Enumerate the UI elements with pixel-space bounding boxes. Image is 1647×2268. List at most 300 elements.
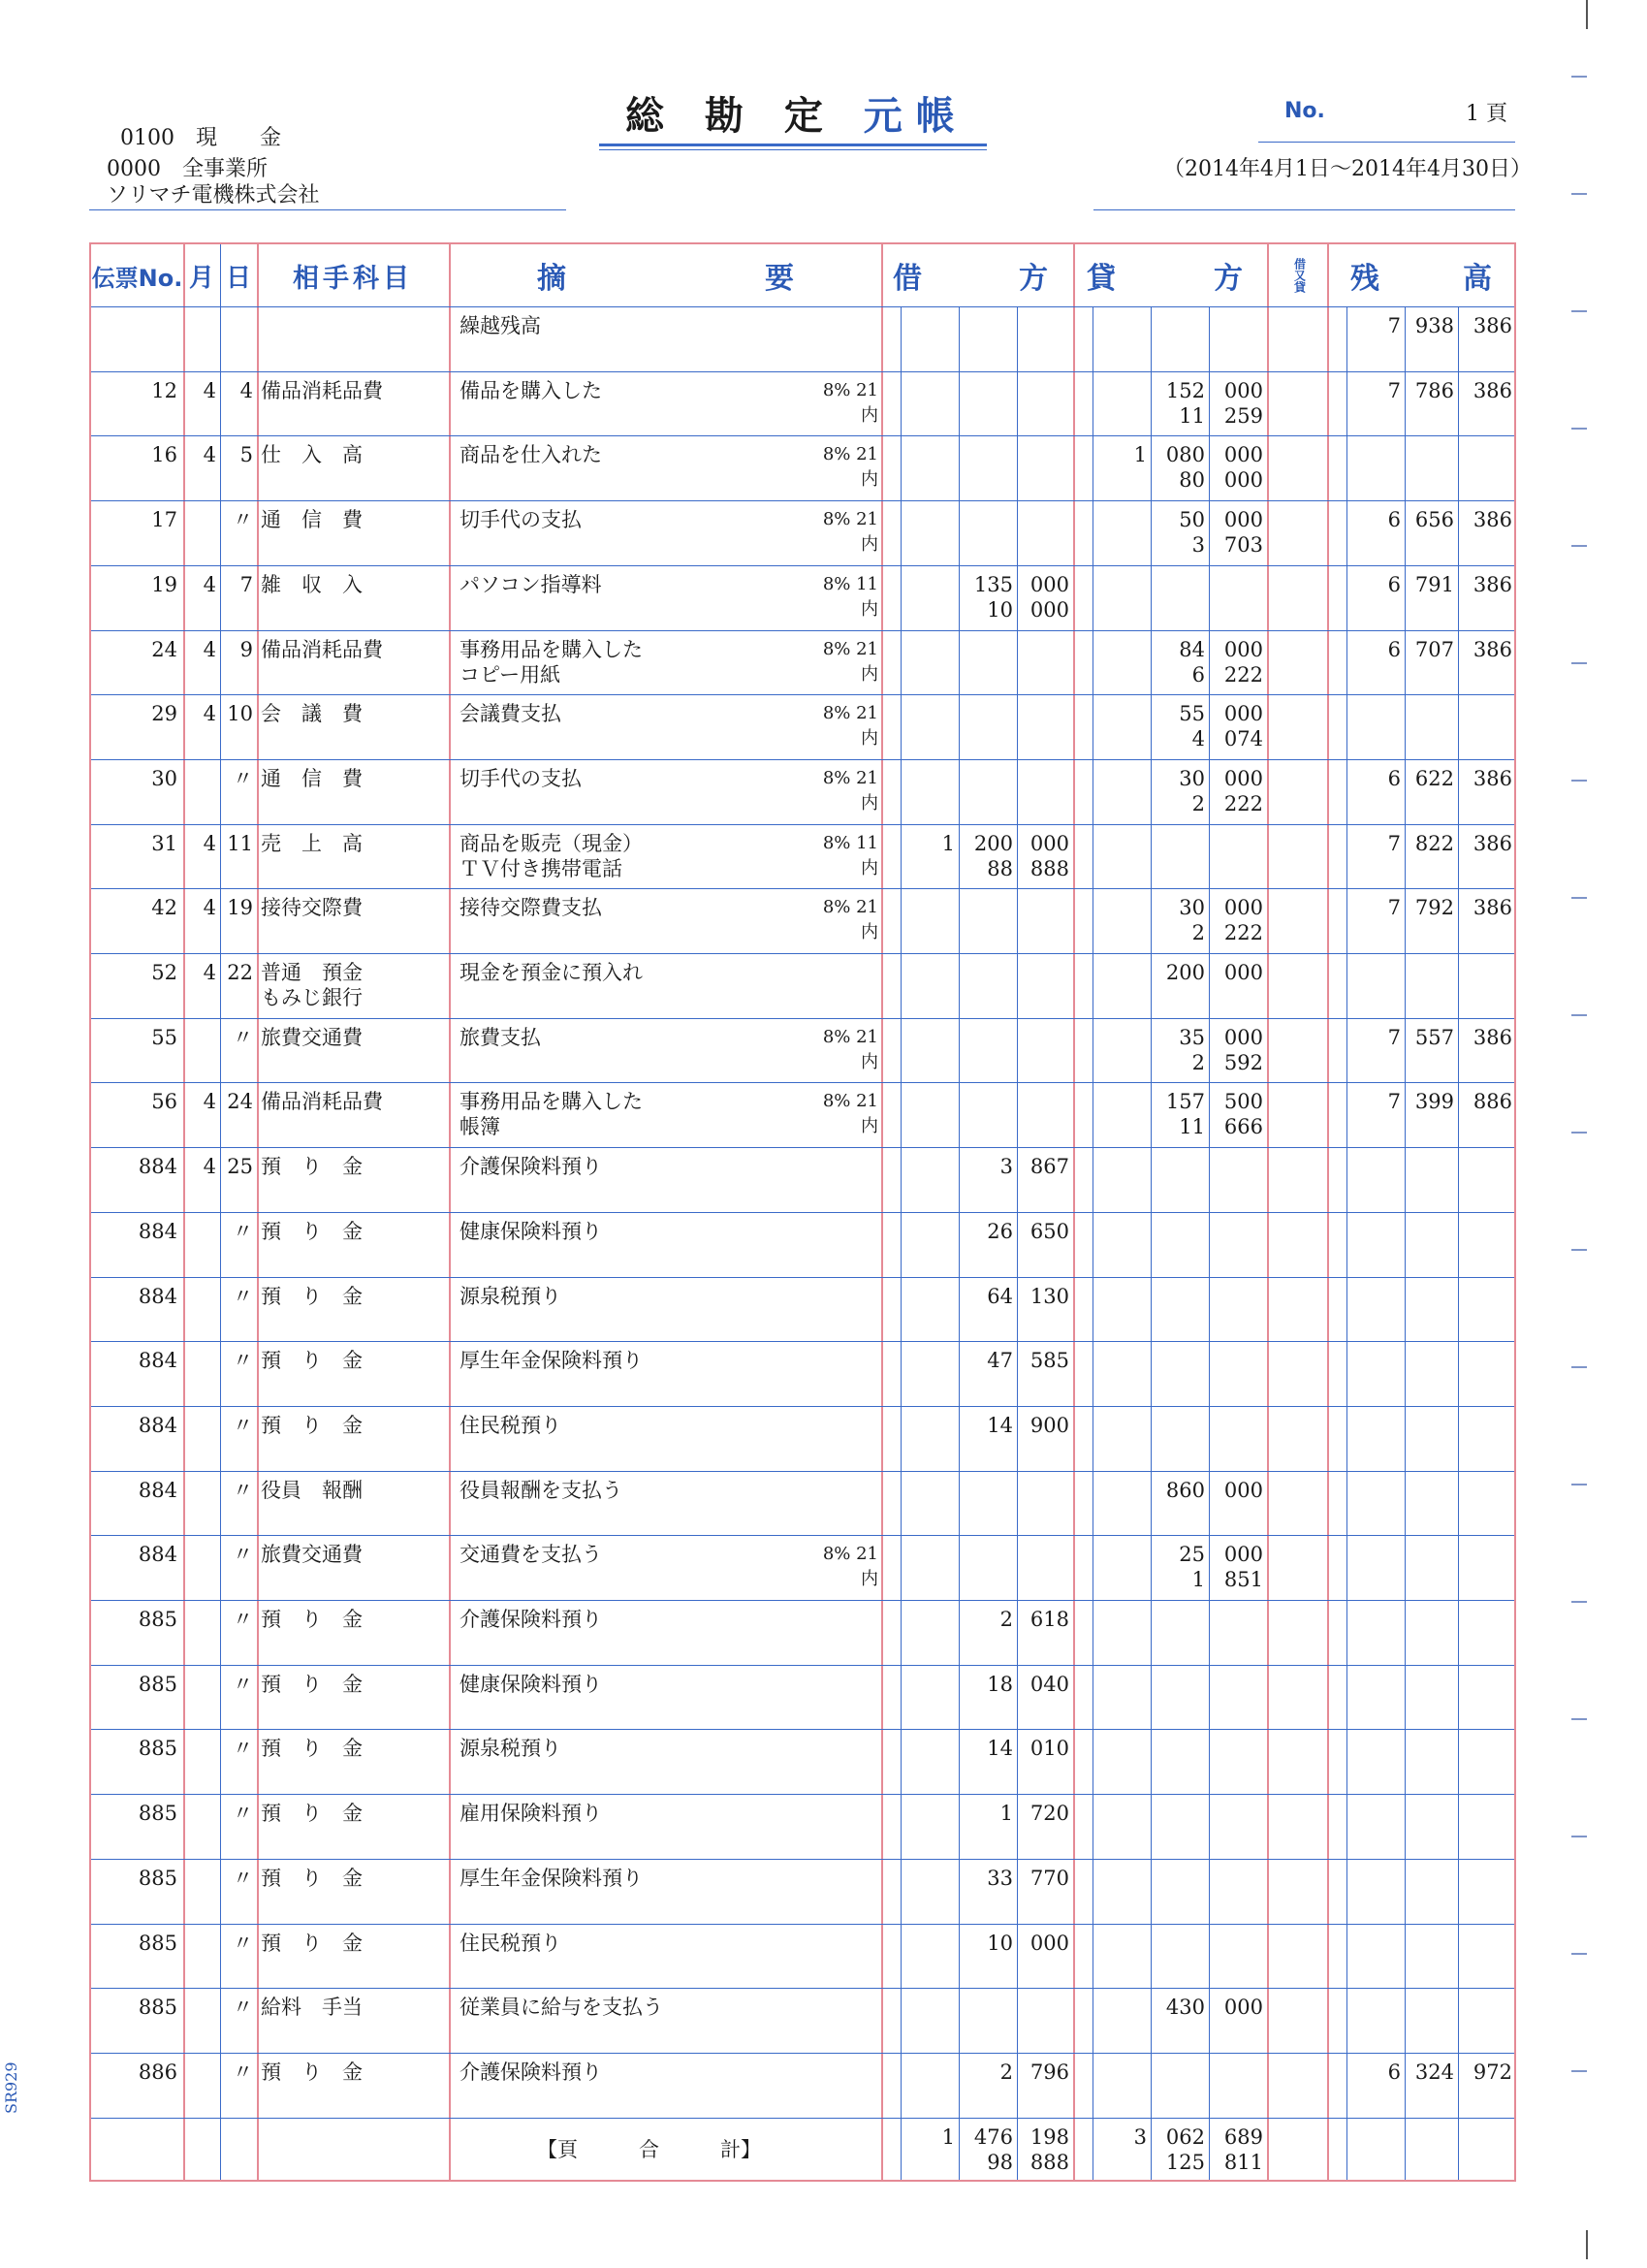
no-label: No.	[1284, 99, 1325, 123]
slip-no: 884	[138, 1155, 177, 1179]
page-num: 1	[1466, 102, 1479, 126]
day: 〃	[233, 1608, 253, 1631]
row-divider	[91, 1406, 1514, 1407]
counter-account: 備品消耗品費	[261, 637, 383, 661]
balance-amount: 7	[1387, 896, 1401, 920]
credit-amount: 11	[1179, 403, 1205, 428]
counter-account: 接待交際費	[261, 896, 363, 920]
col-month: 月	[188, 263, 214, 293]
counter-account: 預 り 金	[261, 1737, 363, 1761]
credit-amount: 30	[1179, 766, 1205, 790]
col-line	[901, 306, 902, 2180]
row-divider	[91, 2053, 1514, 2054]
debit-amount: 2	[999, 2060, 1013, 2084]
month: 4	[203, 1155, 216, 1179]
credit-amount: 000	[1223, 468, 1263, 493]
day: 〃	[233, 1025, 253, 1049]
slip-no: 24	[151, 637, 177, 661]
counter-account: 雑 収 入	[261, 572, 363, 596]
credit-amount: 000	[1223, 702, 1263, 726]
balance-amount: 7	[1387, 1025, 1401, 1049]
balance-amount: 386	[1473, 637, 1512, 661]
counter-account: 預 り 金	[261, 1219, 363, 1243]
month: 4	[203, 896, 216, 920]
day: 10	[227, 702, 253, 726]
credit-amount: 000	[1223, 1478, 1263, 1502]
credit-amount: 2	[1191, 1050, 1205, 1074]
crop-mark	[1586, 2230, 1588, 2259]
balance-amount: 7	[1387, 1090, 1401, 1114]
period: （2014年4月1日〜2014年4月30日）	[1163, 157, 1532, 181]
balance-amount: 386	[1473, 378, 1512, 402]
slip-no: 16	[151, 443, 177, 467]
debit-amount: 3	[999, 1155, 1013, 1179]
slip-no: 30	[151, 766, 177, 790]
description: 厚生年金保険料預り	[459, 1349, 643, 1373]
counter-account: 預 り 金	[261, 1866, 363, 1890]
tax-type: 内	[861, 404, 878, 426]
debit-amount: 010	[1029, 1737, 1069, 1761]
tax-rate: 8% 21	[822, 1026, 878, 1047]
day: 〃	[233, 1737, 253, 1761]
credit-amount: 703	[1223, 533, 1263, 558]
tax-type: 内	[861, 728, 878, 750]
balance-amount: 6	[1387, 766, 1401, 790]
day: 〃	[233, 1543, 253, 1567]
total-credit: 811	[1223, 2150, 1263, 2174]
month: 4	[203, 378, 216, 402]
balance-amount: 6	[1387, 2060, 1401, 2084]
tax-type: 内	[861, 857, 878, 878]
description: 旅費支払	[459, 1025, 541, 1049]
debit-amount: 64	[987, 1284, 1013, 1308]
credit-amount: 074	[1223, 727, 1263, 751]
description: 現金を預金に預入れ	[459, 961, 643, 984]
day: 〃	[233, 1996, 253, 2020]
col-slip-no: 伝票No.	[91, 264, 183, 292]
slip-no: 884	[138, 1413, 177, 1437]
row-divider	[91, 759, 1514, 760]
description: 役員報酬を支払う	[459, 1478, 622, 1502]
slip-no: 884	[138, 1219, 177, 1243]
credit-amount: 500	[1223, 1090, 1263, 1114]
credit-amount: 666	[1223, 1115, 1263, 1139]
edge-tick	[1571, 428, 1587, 430]
debit-amount: 14	[987, 1413, 1013, 1437]
total-credit: 062	[1165, 2124, 1205, 2149]
day: 22	[227, 961, 253, 984]
credit-amount: 000	[1223, 1543, 1263, 1567]
ledger-table	[89, 242, 1516, 2182]
page-rule	[1258, 142, 1515, 143]
counter-account: 通 信 費	[261, 508, 363, 532]
crop-mark	[1586, 0, 1588, 29]
counter-account: 預 り 金	[261, 1349, 363, 1373]
credit-amount: 259	[1223, 403, 1263, 428]
balance-amount: 792	[1414, 896, 1454, 920]
edge-tick	[1571, 193, 1587, 195]
row-divider	[91, 1082, 1514, 1083]
description-line2: 帳簿	[459, 1115, 500, 1139]
slip-no: 885	[138, 1866, 177, 1890]
description: パソコン指導料	[459, 572, 602, 596]
col-line	[1151, 306, 1152, 2180]
day: 7	[239, 572, 253, 596]
debit-amount: 720	[1029, 1802, 1069, 1826]
credit-amount: 3	[1191, 533, 1205, 558]
credit-amount: 080	[1165, 443, 1205, 467]
credit-amount: 222	[1223, 921, 1263, 945]
debit-amount: 200	[973, 831, 1013, 855]
credit-amount: 152	[1165, 378, 1205, 402]
credit-amount: 25	[1179, 1543, 1205, 1567]
edge-tick	[1571, 1014, 1587, 1016]
balance-amount: 822	[1414, 831, 1454, 855]
row-divider	[91, 953, 1514, 954]
counter-account: 預 り 金	[261, 2060, 363, 2084]
row-divider	[91, 1147, 1514, 1148]
day: 4	[239, 378, 253, 402]
debit-amount: 10	[987, 1931, 1013, 1955]
debit-amount: 18	[987, 1672, 1013, 1696]
tax-rate: 8% 21	[822, 638, 878, 659]
slip-no: 884	[138, 1349, 177, 1373]
description: 住民税預り	[459, 1413, 561, 1437]
counter-account: 預 り 金	[261, 1413, 363, 1437]
balance-amount: 386	[1473, 508, 1512, 532]
debit-amount: 135	[973, 572, 1013, 596]
credit-amount: 1	[1191, 1568, 1205, 1592]
description: 源泉税預り	[459, 1737, 561, 1761]
tax-rate: 8% 21	[822, 767, 878, 788]
period-rule	[1093, 209, 1515, 210]
debit-amount: 47	[987, 1349, 1013, 1373]
edge-tick	[1571, 780, 1587, 782]
credit-amount: 000	[1223, 1996, 1263, 2020]
row-divider	[91, 1018, 1514, 1019]
tax-rate: 8% 21	[822, 509, 878, 530]
description: 介護保険料預り	[459, 2060, 602, 2084]
credit-amount: 30	[1179, 896, 1205, 920]
counter-account: 給料 手当	[261, 1996, 363, 2020]
col-debit-1: 借	[893, 262, 922, 296]
title-main: 総 勘 定	[625, 94, 837, 139]
counter-account: 預 り 金	[261, 1155, 363, 1179]
row-divider	[91, 1988, 1514, 1989]
description: 従業員に給与を支払う	[459, 1996, 663, 2020]
balance-amount: 791	[1414, 572, 1454, 596]
total-credit: 3	[1133, 2124, 1147, 2149]
counter-account: 売 上 高	[261, 831, 363, 855]
tax-rate: 8% 21	[822, 1544, 878, 1565]
debit-amount: 1	[941, 831, 955, 855]
slip-no: 55	[151, 1025, 177, 1049]
credit-amount: 222	[1223, 791, 1263, 815]
slip-no: 29	[151, 702, 177, 726]
debit-amount: 796	[1029, 2060, 1069, 2084]
description-line2: ＴＶ付き携帯電話	[459, 856, 622, 880]
balance-amount: 938	[1414, 314, 1454, 337]
description: 接待交際費支払	[459, 896, 602, 920]
balance-amount: 6	[1387, 637, 1401, 661]
credit-amount: 84	[1179, 637, 1205, 661]
edge-tick	[1571, 1249, 1587, 1251]
tax-type: 内	[861, 534, 878, 556]
month: 4	[203, 702, 216, 726]
slip-no: 12	[151, 378, 177, 402]
counter-account: 預 り 金	[261, 1672, 363, 1696]
row-divider	[91, 824, 1514, 825]
balance-amount: 7	[1387, 314, 1401, 337]
credit-amount: 000	[1223, 766, 1263, 790]
month: 4	[203, 637, 216, 661]
row-divider	[91, 888, 1514, 889]
credit-amount: 000	[1223, 508, 1263, 532]
credit-amount: 55	[1179, 702, 1205, 726]
row-divider	[91, 565, 1514, 566]
debit-amount: 33	[987, 1866, 1013, 1890]
credit-amount: 860	[1165, 1478, 1205, 1502]
header-divider	[91, 306, 1514, 307]
day: 19	[227, 896, 253, 920]
slip-no: 52	[151, 961, 177, 984]
description: 雇用保険料預り	[459, 1802, 602, 1826]
tax-type: 内	[861, 663, 878, 685]
credit-amount: 35	[1179, 1025, 1205, 1049]
balance-amount: 386	[1473, 896, 1512, 920]
title-underline	[599, 144, 987, 146]
day: 〃	[233, 1672, 253, 1696]
day: 〃	[233, 1413, 253, 1437]
credit-amount: 6	[1191, 662, 1205, 687]
credit-amount: 000	[1223, 443, 1263, 467]
balance-amount: 707	[1414, 637, 1454, 661]
day: 〃	[233, 1219, 253, 1243]
slip-no: 17	[151, 508, 177, 532]
credit-amount: 851	[1223, 1568, 1263, 1592]
slip-no: 885	[138, 1608, 177, 1631]
edge-tick	[1571, 897, 1587, 899]
description: 健康保険料預り	[459, 1219, 602, 1243]
day: 〃	[233, 1349, 253, 1373]
col-summary-1: 摘	[537, 262, 566, 296]
row-divider	[91, 694, 1514, 695]
day: 11	[227, 831, 253, 855]
balance-amount: 557	[1414, 1025, 1454, 1049]
row-divider	[91, 1471, 1514, 1472]
tax-type: 内	[861, 598, 878, 620]
day: 〃	[233, 1931, 253, 1955]
balance-amount: 6	[1387, 508, 1401, 532]
description: 繰越残高	[459, 314, 541, 337]
month: 4	[203, 831, 216, 855]
debit-amount: 900	[1029, 1413, 1069, 1437]
edge-tick	[1571, 310, 1587, 312]
debit-amount: 10	[987, 597, 1013, 622]
balance-amount: 386	[1473, 831, 1512, 855]
row-divider	[91, 2118, 1514, 2119]
col-day: 日	[225, 263, 251, 293]
debit-amount: 040	[1029, 1672, 1069, 1696]
edge-tick	[1571, 1484, 1587, 1485]
description: 商品を仕入れた	[459, 443, 602, 467]
day: 〃	[233, 2060, 253, 2084]
credit-amount: 4	[1191, 727, 1205, 751]
page-number	[1466, 97, 1507, 127]
day: 〃	[233, 1802, 253, 1826]
debit-amount: 1	[999, 1802, 1013, 1826]
slip-no: 885	[138, 1996, 177, 2020]
page-unit: 頁	[1486, 102, 1508, 126]
day: 5	[239, 443, 253, 467]
counter-account: 預 り 金	[261, 1931, 363, 1955]
description: 切手代の支払	[459, 508, 582, 532]
slip-no: 886	[138, 2060, 177, 2084]
credit-amount: 200	[1165, 961, 1205, 984]
counter-account: 備品消耗品費	[261, 378, 383, 402]
tax-rate: 8% 21	[822, 703, 878, 724]
debit-amount: 000	[1029, 831, 1069, 855]
counter-account: 通 信 費	[261, 766, 363, 790]
office-code: 0000	[107, 157, 161, 181]
balance-amount: 6	[1387, 572, 1401, 596]
day: 9	[239, 637, 253, 661]
row-divider	[91, 1600, 1514, 1601]
tax-type: 内	[861, 792, 878, 814]
counter-account: 備品消耗品費	[261, 1090, 383, 1114]
tax-type: 内	[861, 1116, 878, 1137]
debit-amount: 000	[1029, 1931, 1069, 1955]
edge-tick	[1571, 2070, 1587, 2072]
balance-amount: 399	[1414, 1090, 1454, 1114]
tax-type: 内	[861, 1569, 878, 1590]
counter-account: 預 り 金	[261, 1802, 363, 1826]
credit-amount: 000	[1223, 961, 1263, 984]
col-dr-cr: 借又貸	[1292, 258, 1307, 293]
credit-amount: 1	[1133, 443, 1147, 467]
title-sub: 元帳	[863, 94, 968, 139]
debit-amount: 650	[1029, 1219, 1069, 1243]
balance-amount: 886	[1473, 1090, 1512, 1114]
counter-account: 旅費交通費	[261, 1025, 363, 1049]
credit-amount: 000	[1223, 896, 1263, 920]
edge-tick	[1571, 545, 1587, 547]
col-credit-2: 方	[1214, 262, 1243, 296]
day: 〃	[233, 1478, 253, 1502]
account-code: 0100	[120, 126, 174, 150]
description: 住民税預り	[459, 1931, 561, 1955]
debit-amount: 770	[1029, 1866, 1069, 1890]
row-divider	[91, 500, 1514, 501]
slip-no: 31	[151, 831, 177, 855]
debit-amount: 130	[1029, 1284, 1069, 1308]
day: 〃	[233, 1866, 253, 1890]
tax-rate: 8% 11	[822, 832, 878, 853]
slip-no: 42	[151, 896, 177, 920]
counter-account: 普通 預金 もみじ銀行	[261, 961, 363, 1009]
total-label: 【頁 合 計】	[537, 2137, 761, 2161]
slip-no: 884	[138, 1478, 177, 1502]
col-debit-2: 方	[1019, 262, 1048, 296]
total-debit: 1	[941, 2124, 955, 2149]
row-divider	[91, 371, 1514, 372]
total-debit: 888	[1029, 2150, 1069, 2174]
balance-amount: 324	[1414, 2060, 1454, 2084]
description: 源泉税預り	[459, 1284, 561, 1308]
slip-no: 19	[151, 572, 177, 596]
row-divider	[91, 1665, 1514, 1666]
day: 〃	[233, 508, 253, 532]
tax-rate: 8% 21	[822, 1091, 878, 1112]
row-divider	[91, 1341, 1514, 1342]
description: 厚生年金保険料預り	[459, 1866, 643, 1890]
tax-rate: 8% 21	[822, 897, 878, 918]
company-rule	[89, 209, 566, 210]
description: 健康保険料預り	[459, 1672, 602, 1696]
col-counter-account: 相手科目	[293, 263, 413, 294]
counter-account: 役員 報酬	[261, 1478, 363, 1502]
counter-account: 旅費交通費	[261, 1543, 363, 1567]
row-divider	[91, 1794, 1514, 1795]
debit-amount: 618	[1029, 1608, 1069, 1631]
counter-account: 預 り 金	[261, 1608, 363, 1631]
row-divider	[91, 1277, 1514, 1278]
day: 〃	[233, 1284, 253, 1308]
description: 介護保険料預り	[459, 1155, 602, 1179]
balance-amount: 7	[1387, 831, 1401, 855]
balance-amount: 386	[1473, 766, 1512, 790]
credit-amount: 2	[1191, 791, 1205, 815]
account-name: 現 金	[196, 126, 282, 150]
col-balance-1: 残	[1350, 262, 1379, 296]
credit-amount: 157	[1165, 1090, 1205, 1114]
row-divider	[91, 1924, 1514, 1925]
edge-tick	[1571, 662, 1587, 664]
row-divider	[91, 435, 1514, 436]
credit-amount: 592	[1223, 1050, 1263, 1074]
total-debit: 198	[1029, 2124, 1069, 2149]
description: 介護保険料預り	[459, 1608, 602, 1631]
description: 事務用品を購入した	[459, 1090, 643, 1114]
page-title	[625, 85, 968, 141]
balance-amount: 786	[1414, 378, 1454, 402]
day: 24	[227, 1090, 253, 1114]
credit-amount: 000	[1223, 637, 1263, 661]
month: 4	[203, 1090, 216, 1114]
debit-amount: 88	[987, 856, 1013, 880]
row-divider	[91, 1212, 1514, 1213]
total-credit: 125	[1165, 2150, 1205, 2174]
account-label	[107, 97, 281, 151]
total-credit: 689	[1223, 2124, 1263, 2149]
credit-amount: 80	[1179, 468, 1205, 493]
slip-no: 885	[138, 1672, 177, 1696]
description: 会議費支払	[459, 702, 561, 726]
description: 切手代の支払	[459, 766, 582, 790]
row-divider	[91, 630, 1514, 631]
balance-amount: 656	[1414, 508, 1454, 532]
edge-tick	[1571, 1132, 1587, 1134]
slip-no: 56	[151, 1090, 177, 1114]
debit-amount: 867	[1029, 1155, 1069, 1179]
description-line2: コピー用紙	[459, 662, 561, 687]
month: 4	[203, 572, 216, 596]
month: 4	[203, 443, 216, 467]
debit-amount: 14	[987, 1737, 1013, 1761]
edge-tick	[1571, 1601, 1587, 1603]
debit-amount: 888	[1029, 856, 1069, 880]
credit-amount: 000	[1223, 378, 1263, 402]
